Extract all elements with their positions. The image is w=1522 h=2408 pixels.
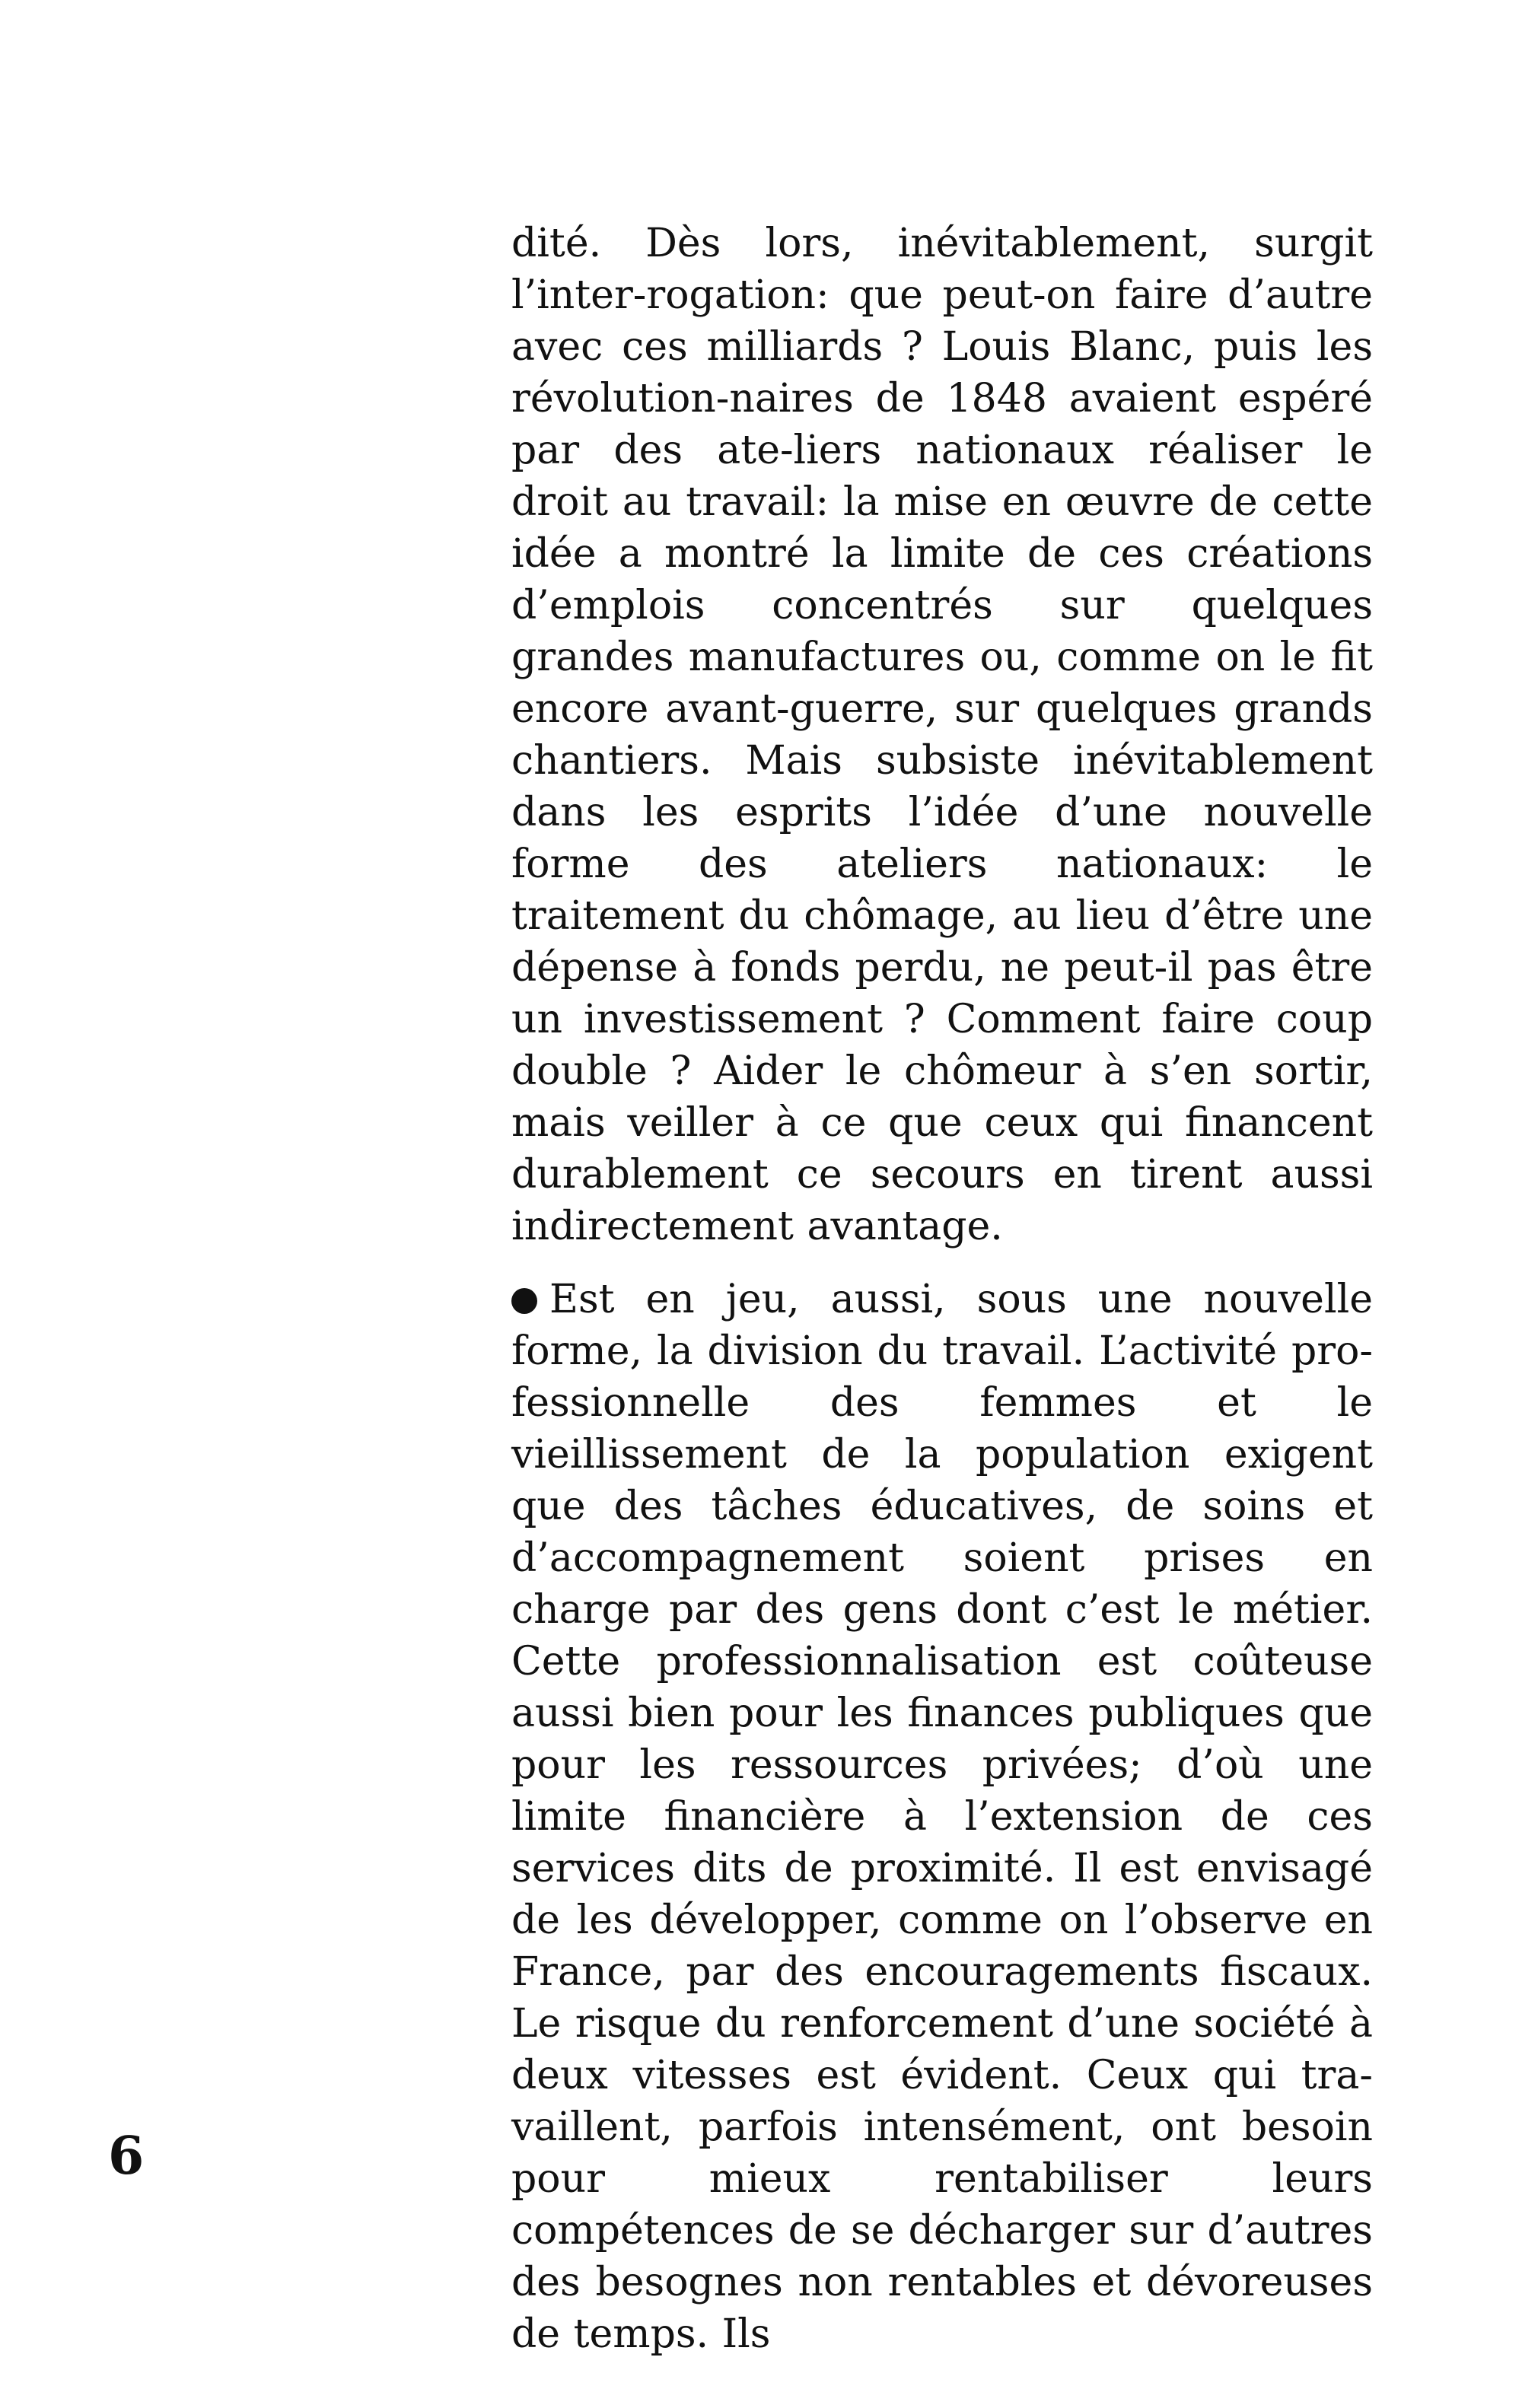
text-column	[511, 218, 1373, 2360]
paragraph-2-text: Est en jeu, aussi, sous une nouvelle forme, la division du travail. L’activité pro-fessionnelle des femmes et le vieillissement de la population exigent que des tâches éducatives, de soins et d’accompagnement soient prises en charge par des gens dont c’est le métier. Cette professionnalisation est coûteuse aussi bien pour les finances publiques que pour les ressources privées; d’où une limite financière à l’extension de ces services dits de proximité. Il est envisagé de les développer, comme on l’observe en France, par des encouragements fiscaux. Le risque du renforcement d’une société à deux vitesses est évident. Ceux qui tra-vaillent, parfois intensément, ont besoin pour mieux rentabiliser leurs compétences de se décharger sur d’autres des besognes non rentables et dévoreuses de temps. Ils	[511, 1277, 1373, 2357]
paragraph-1-text: dité. Dès lors, inévitablement, surgit l’inter-rogation: que peut-on faire d’autre avec ces milliards ? Louis Blanc, puis les révolution-naires de 1848 avaient espéré par des ate-liers nationaux réaliser le droit au travail: la mise en œuvre de cette idée a montré la limite de ces créations d’emplois concentrés sur quelques grandes manufactures ou, comme on le fit encore avant-guerre, sur quelques grands chantiers. Mais subsiste inévitablement dans les esprits l’idée d’une nouvelle forme des ateliers nationaux: le traitement du chômage, au lieu d’être une dépense à fonds perdu, ne peut-il pas être un investissement ? Comment faire coup double ? Aider le chômeur à s’en sortir, mais veiller à ce que ceux qui financent durablement ce secours en tirent aussi indirectement avantage.	[511, 221, 1373, 1249]
paragraph-1	[511, 218, 1373, 1252]
paragraph-2	[511, 1274, 1373, 2360]
page-number: 6	[108, 2126, 145, 2187]
bullet-icon	[511, 1288, 537, 1314]
